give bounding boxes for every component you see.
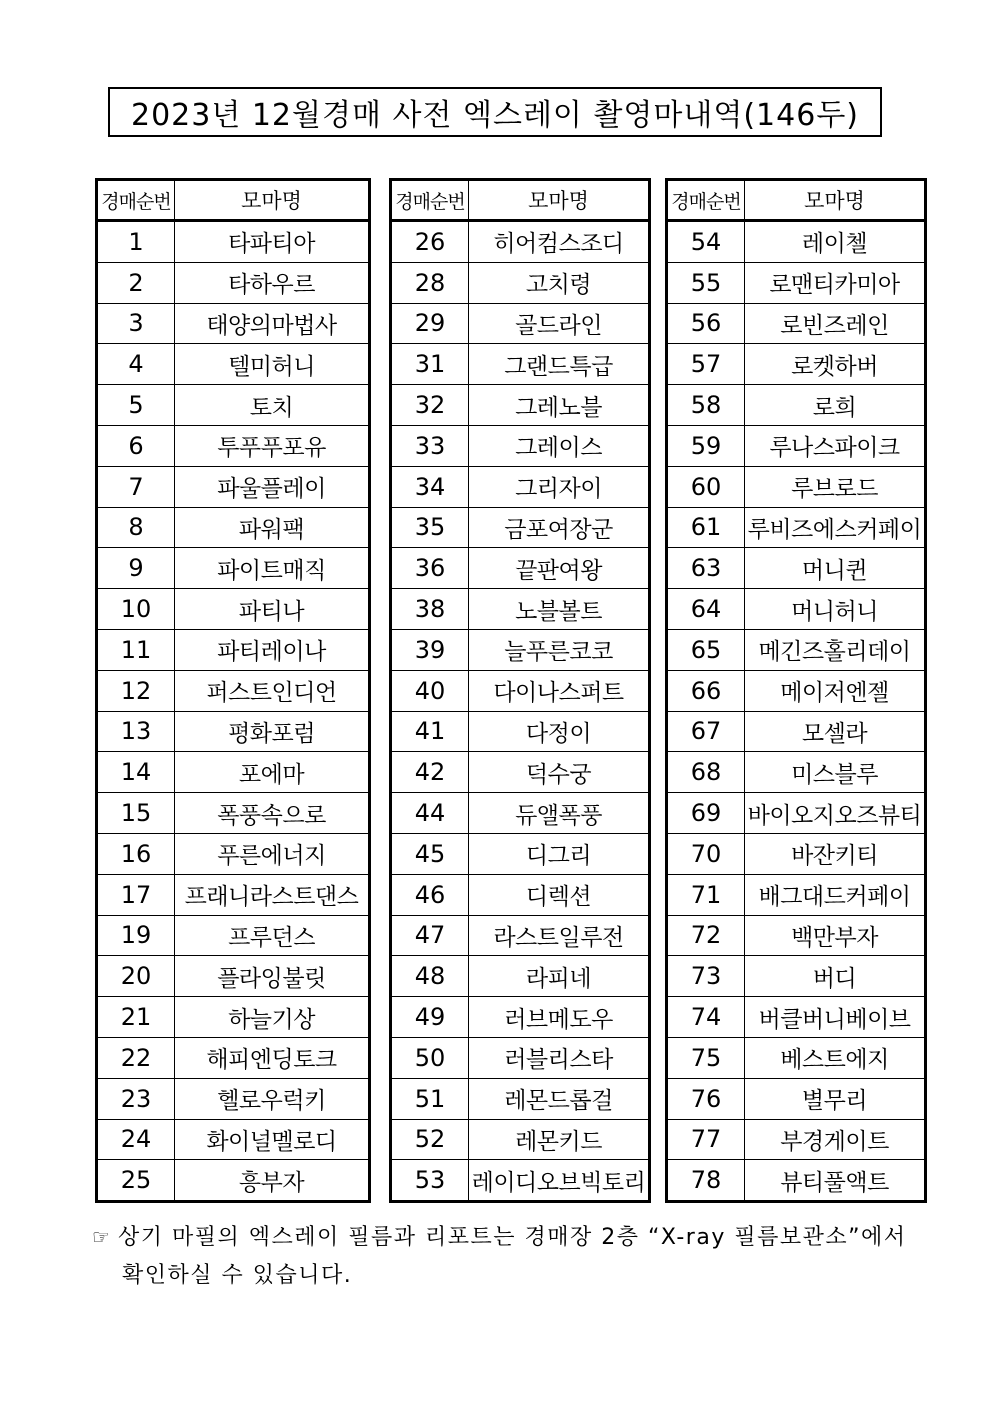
table-row [97,589,370,630]
table-row [97,262,370,303]
dam-name: 레이디오브빅토리 [469,1160,650,1202]
dam-name: 러브메도우 [469,997,650,1038]
auction-number: 66 [667,670,745,711]
auction-number: 22 [97,1037,175,1078]
table-row [667,262,926,303]
dam-name: 별무리 [745,1078,926,1119]
auction-number: 10 [97,589,175,630]
auction-number: 63 [667,548,745,589]
dam-name: 토치 [175,385,370,426]
auction-number: 15 [97,793,175,834]
table-row [391,1078,650,1119]
table-row [391,221,650,263]
horse-table-2 [389,178,651,1203]
auction-number: 12 [97,670,175,711]
table-row [391,303,650,344]
auction-number: 29 [391,303,469,344]
auction-number: 70 [667,833,745,874]
auction-number: 9 [97,548,175,589]
dam-name: 다정이 [469,711,650,752]
auction-number: 4 [97,344,175,385]
auction-number: 56 [667,303,745,344]
table-row [667,1160,926,1202]
auction-number: 42 [391,752,469,793]
dam-name: 바잔키티 [745,833,926,874]
table-row [97,344,370,385]
auction-number: 19 [97,915,175,956]
auction-number: 31 [391,344,469,385]
table-row [97,1078,370,1119]
auction-number: 38 [391,589,469,630]
auction-number: 71 [667,874,745,915]
table-row [391,466,650,507]
dam-name: 버디 [745,956,926,997]
dam-name: 레몬키드 [469,1119,650,1160]
dam-name: 노블볼트 [469,589,650,630]
auction-number: 5 [97,385,175,426]
dam-name: 늘푸른코코 [469,629,650,670]
table-row [667,833,926,874]
dam-name: 루브로드 [745,466,926,507]
dam-name: 루비즈에스커페이 [745,507,926,548]
table-row [667,670,926,711]
dam-name: 모셀라 [745,711,926,752]
table-row [97,833,370,874]
dam-name: 텔미허니 [175,344,370,385]
auction-number: 13 [97,711,175,752]
dam-name: 그리자이 [469,466,650,507]
auction-number: 36 [391,548,469,589]
table-row [391,997,650,1038]
dam-name: 태양의마법사 [175,303,370,344]
footnote-line-2: 확인하실 수 있습니다. [122,1263,353,1288]
dam-name: 플라잉불릿 [175,956,370,997]
dam-name: 부경게이트 [745,1119,926,1160]
table-row [97,385,370,426]
dam-name: 라스트일루전 [469,915,650,956]
auction-number: 33 [391,425,469,466]
footnote-line-1: 상기 마필의 엑스레이 필름과 리포트는 경매장 2층 “X-ray 필름보관소”에서 [118,1225,907,1250]
auction-number: 76 [667,1078,745,1119]
auction-number: 2 [97,262,175,303]
auction-number: 78 [667,1160,745,1202]
dam-name: 그랜드특급 [469,344,650,385]
header-number: 경매순번 [97,180,175,221]
auction-number: 60 [667,466,745,507]
dam-name: 로희 [745,385,926,426]
auction-number: 73 [667,956,745,997]
auction-number: 48 [391,956,469,997]
dam-name: 버클버니베이브 [745,997,926,1038]
auction-number: 57 [667,344,745,385]
auction-number: 50 [391,1037,469,1078]
table-row [391,711,650,752]
auction-number: 6 [97,425,175,466]
table-row [97,1119,370,1160]
table-row [391,874,650,915]
auction-number: 3 [97,303,175,344]
table-header-row [667,180,926,221]
table-row [97,874,370,915]
table-row [97,793,370,834]
dam-name: 프래니라스트댄스 [175,874,370,915]
table-row [667,466,926,507]
auction-number: 7 [97,466,175,507]
dam-name: 뷰티풀액트 [745,1160,926,1202]
table-row [97,752,370,793]
dam-name: 파울플레이 [175,466,370,507]
auction-number: 16 [97,833,175,874]
dam-name: 끝판여왕 [469,548,650,589]
auction-number: 55 [667,262,745,303]
table-row [391,262,650,303]
table-row [667,425,926,466]
auction-number: 35 [391,507,469,548]
dam-name: 화이널멜로디 [175,1119,370,1160]
table-row [391,670,650,711]
page-title [108,87,882,137]
dam-name: 금포여장군 [469,507,650,548]
table-row [667,874,926,915]
table-row [667,548,926,589]
footnote [92,1218,907,1295]
table-row [97,1037,370,1078]
header-name: 모마명 [469,180,650,221]
table-row [97,303,370,344]
dam-name: 레이첼 [745,221,926,263]
auction-number: 67 [667,711,745,752]
auction-number: 58 [667,385,745,426]
dam-name: 푸른에너지 [175,833,370,874]
table-row [391,629,650,670]
table-row [667,793,926,834]
dam-name: 다이나스퍼트 [469,670,650,711]
dam-name: 포에마 [175,752,370,793]
table-row [97,629,370,670]
table-header-row [97,180,370,221]
auction-number: 39 [391,629,469,670]
auction-number: 65 [667,629,745,670]
table-row [667,915,926,956]
dam-name: 듀앨폭풍 [469,793,650,834]
table-row [391,548,650,589]
table-row [391,344,650,385]
table-row [391,752,650,793]
auction-number: 49 [391,997,469,1038]
dam-name: 루나스파이크 [745,425,926,466]
table-row [667,1078,926,1119]
dam-name: 백만부자 [745,915,926,956]
dam-name: 배그대드커페이 [745,874,926,915]
dam-name: 라피네 [469,956,650,997]
page-title-text: 2023년 12월경매 사전 엑스레이 촬영마내역(146두) [130,98,859,133]
auction-number: 24 [97,1119,175,1160]
table-row [97,956,370,997]
auction-number: 34 [391,466,469,507]
auction-number: 69 [667,793,745,834]
auction-number: 23 [97,1078,175,1119]
auction-number: 44 [391,793,469,834]
table-row [97,670,370,711]
table-row [667,956,926,997]
table-row [97,915,370,956]
auction-number: 32 [391,385,469,426]
dam-name: 골드라인 [469,303,650,344]
dam-name: 로맨티카미아 [745,262,926,303]
table-row [667,344,926,385]
table-header-row [391,180,650,221]
auction-number: 72 [667,915,745,956]
dam-name: 메긴즈홀리데이 [745,629,926,670]
dam-name: 해피엔딩토크 [175,1037,370,1078]
dam-name: 하늘기상 [175,997,370,1038]
auction-number: 8 [97,507,175,548]
dam-name: 투푸푸포유 [175,425,370,466]
auction-number: 54 [667,221,745,263]
auction-number: 41 [391,711,469,752]
table-row [97,425,370,466]
table-row [667,507,926,548]
table-row [667,221,926,263]
auction-number: 61 [667,507,745,548]
dam-name: 파워팩 [175,507,370,548]
dam-name: 덕수궁 [469,752,650,793]
table-row [391,1160,650,1202]
dam-name: 러블리스타 [469,1037,650,1078]
table-row [97,507,370,548]
auction-number: 47 [391,915,469,956]
table-row [391,1037,650,1078]
dam-name: 머니퀸 [745,548,926,589]
dam-name: 평화포럼 [175,711,370,752]
table-row [97,466,370,507]
dam-name: 헬로우럭키 [175,1078,370,1119]
auction-number: 17 [97,874,175,915]
auction-number: 68 [667,752,745,793]
table-row [667,711,926,752]
table-row [391,425,650,466]
dam-name: 파티레이나 [175,629,370,670]
auction-number: 14 [97,752,175,793]
dam-name: 로빈즈레인 [745,303,926,344]
table-row [391,793,650,834]
dam-name: 디렉션 [469,874,650,915]
auction-number: 25 [97,1160,175,1202]
auction-number: 77 [667,1119,745,1160]
dam-name: 디그리 [469,833,650,874]
dam-name: 베스트에지 [745,1037,926,1078]
horse-table-3 [665,178,927,1203]
auction-number: 74 [667,997,745,1038]
table-row [667,1119,926,1160]
table-row [667,752,926,793]
dam-name: 타파티아 [175,221,370,263]
table-row [97,711,370,752]
header-number: 경매순번 [667,180,745,221]
dam-name: 레몬드롭걸 [469,1078,650,1119]
table-row [391,1119,650,1160]
header-name: 모마명 [745,180,926,221]
table-row [667,589,926,630]
auction-number: 51 [391,1078,469,1119]
auction-number: 20 [97,956,175,997]
table-row [97,548,370,589]
dam-name: 그레노블 [469,385,650,426]
auction-number: 28 [391,262,469,303]
auction-number: 1 [97,221,175,263]
table-row [391,956,650,997]
auction-number: 45 [391,833,469,874]
table-row [97,997,370,1038]
table-row [667,997,926,1038]
dam-name: 고치령 [469,262,650,303]
table-row [391,915,650,956]
auction-number: 21 [97,997,175,1038]
table-row [667,629,926,670]
table-row [97,1160,370,1202]
dam-name: 미스블루 [745,752,926,793]
dam-name: 그레이스 [469,425,650,466]
dam-name: 히어컴스조디 [469,221,650,263]
header-name: 모마명 [175,180,370,221]
pointing-hand-icon: ☞ [92,1225,112,1249]
dam-name: 퍼스트인디언 [175,670,370,711]
dam-name: 폭풍속으로 [175,793,370,834]
table-row [391,589,650,630]
dam-name: 프루던스 [175,915,370,956]
auction-number: 59 [667,425,745,466]
auction-number: 75 [667,1037,745,1078]
auction-number: 46 [391,874,469,915]
table-row [391,833,650,874]
auction-number: 11 [97,629,175,670]
table-row [667,303,926,344]
auction-number: 26 [391,221,469,263]
auction-number: 53 [391,1160,469,1202]
auction-number: 64 [667,589,745,630]
dam-name: 흥부자 [175,1160,370,1202]
table-row [97,221,370,263]
table-row [667,1037,926,1078]
header-number: 경매순번 [391,180,469,221]
table-row [391,507,650,548]
table-row [391,385,650,426]
dam-name: 머니허니 [745,589,926,630]
horse-table-1 [95,178,371,1203]
dam-name: 파이트매직 [175,548,370,589]
dam-name: 로켓하버 [745,344,926,385]
table-row [667,385,926,426]
dam-name: 타하우르 [175,262,370,303]
dam-name: 파티나 [175,589,370,630]
auction-number: 40 [391,670,469,711]
dam-name: 바이오지오즈뷰티 [745,793,926,834]
auction-number: 52 [391,1119,469,1160]
dam-name: 메이저엔젤 [745,670,926,711]
